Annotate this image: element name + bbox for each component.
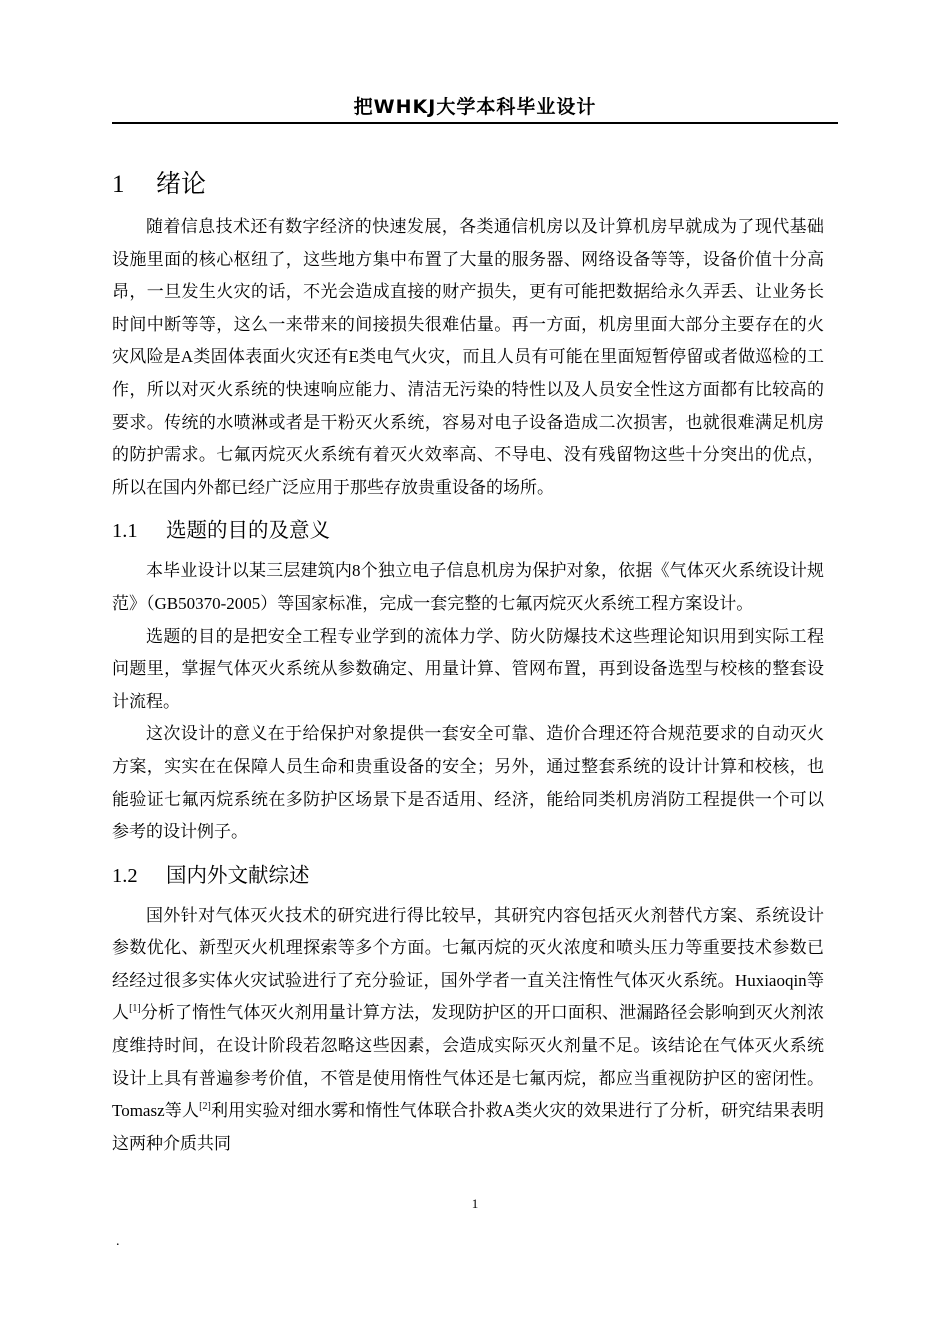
footer-mark: . [116,1234,120,1249]
paragraph-text: 国外针对气体灭火技术的研究进行得比较早，其研究内容包括灭火剂替代方案、系统设计参数优化、新型灭火机理探索等多个方面。七氟丙烷的灭火浓度和喷头压力等重要技术参数已经经过很多实体火灾试验进行了充分验证，国外学者一直关注惰性气体灭火系统。Huxiaoqin等人 [112,905,824,1023]
section-1-1-paragraph-2: 选题的目的是把安全工程专业学到的流体力学、防火防爆技术这些理论知识用到实际工程问题里，掌握气体灭火系统从参数确定、用量计算、管网布置，再到设备选型与校核的整套设计流程。 [112,626,824,711]
section-title: 绪论 [156,169,207,198]
running-header [112,92,838,124]
section-1-2-paragraph [112,900,824,1161]
subsection-title: 国内外文献综述 [166,862,310,887]
paragraph-text: 分析了惰性气体灭火剂用量计算方法，发现防护区的开口面积、泄漏路径会影响到灭火剂浓度维持时间，在设计阶段若忽略这些因素，会造成实际灭火剂量不足。该结论在气体灭火系统设计上具有普遍参考价值，不管是使用惰性气体还是七氟丙烷，都应当重视防护区的密闭性。Tomasz等人 [112,1003,825,1121]
subsection-title: 选题的目的及意义 [166,518,330,543]
paragraph-text: 利用实验对细水雾和惰性气体联合扑救A类火灾的效果进行了分析，研究结果表明这两种介质共同 [112,1101,824,1153]
page-number: 1 [471,1196,479,1211]
section-number: 1 [112,171,125,198]
section-1-paragraph: 随着信息技术还有数字经济的快速发展，各类通信机房以及计算机房早就成为了现代基础设施里面的核心枢纽了，这些地方集中布置了大量的服务器、网络设备等等，设备价值十分高昂，一旦发生火灾的话，不光会造成直接的财产损失，更有可能把数据给永久弄丢、让业务长时间中断等等，这么一来带来的间接损失很难估量。再一方面，机房里面大部分主要存在的火灾风险是A类固体表面火灾还有E类电气火灾，而且人员有可能在里面短暂停留或者做巡检的工作，所以对灭火系统的快速响应能力、清洁无污染的特性以及人员安全性这方面都有比较高的要求。传统的水喷淋或者是干粉灭火系统，容易对电子设备造成二次损害，也就很难满足机房的防护需求。七氟丙烷灭火系统有着灭火效率高、不导电、没有残留物这些十分突出的优点，所以在国内外都已经广泛应用于那些存放贵重设备的场所。 [112,217,824,497]
subsection-number: 1.1 [112,520,138,543]
citation-ref-1[interactable]: [1] [129,1003,141,1015]
section-1-1-paragraph-3: 这次设计的意义在于给保护对象提供一套安全可靠、造价合理还符合规范要求的自动灭火方案，实实在在保障人员生命和贵重设备的安全；另外，通过整套系统的设计计算和校核，也能验证七氟丙烷系统在多防护区场景下是否适用、经济，能给同类机房消防工程提供一个可以参考的设计例子。 [112,724,824,842]
section-1-heading [112,160,824,209]
section-1-1-heading [112,510,824,551]
citation-ref-2[interactable]: [2] [199,1101,211,1113]
subsection-number: 1.2 [112,864,138,887]
header-title: 把WHKJ大学本科毕业设计 [353,96,597,118]
section-1-1-paragraph-1: 本毕业设计以某三层建筑内8个独立电子信息机房为保护对象，依据《气体灭火系统设计规范》（GB50370-2005）等国家标准，完成一套完整的七氟丙烷灭火系统工程方案设计。 [112,561,824,613]
section-1-2-heading [112,855,824,896]
page-content [112,160,824,1160]
